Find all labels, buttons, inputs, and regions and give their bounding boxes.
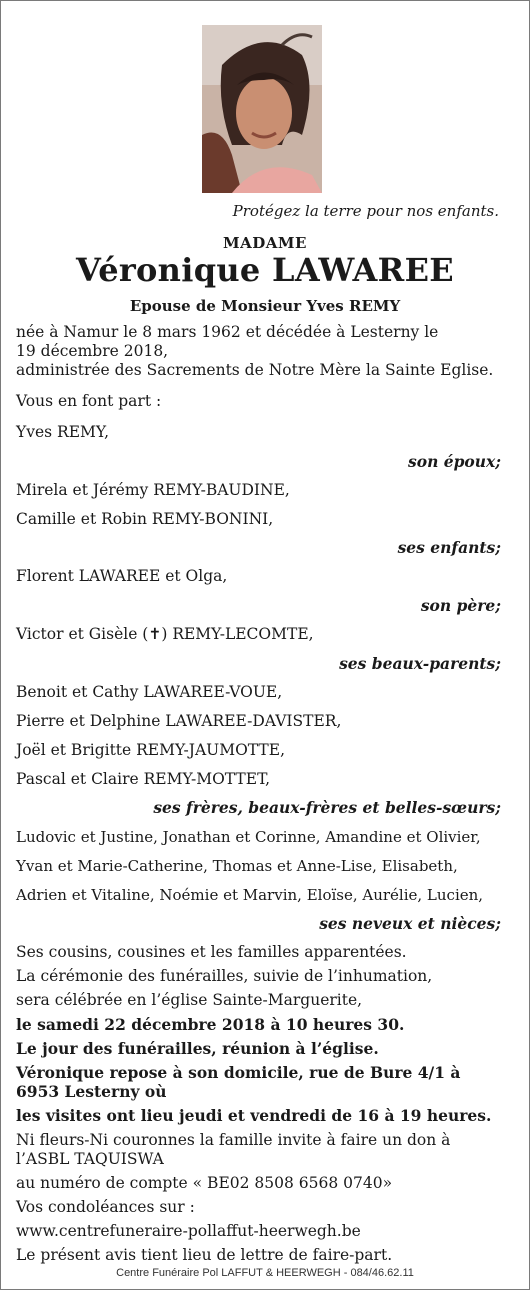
closing-line: sera célébrée en l’église Sainte-Marguerite,: [16, 991, 363, 1009]
bio-line: née à Namur le 8 mars 1962 et décédée à Lesterny le: [16, 323, 439, 341]
family-role: ses beaux-parents;: [339, 654, 501, 673]
closing-line: les visites ont lieu jeudi et vendredi de 16 à 19 heures.: [16, 1106, 492, 1125]
family-name: Yves REMY,: [16, 423, 110, 441]
family-role: son époux;: [408, 452, 501, 471]
motto: Protégez la terre pour nos enfants.: [232, 202, 499, 220]
closing-line: La cérémonie des funérailles, suivie de l’inhumation,: [16, 967, 433, 985]
family-name: Camille et Robin REMY-BONINI,: [16, 510, 274, 528]
portrait-photo: [202, 25, 322, 193]
closing-line: Ses cousins, cousines et les familles apparentées.: [16, 943, 407, 961]
family-name: Benoit et Cathy LAWAREE-VOUE,: [16, 683, 283, 701]
deceased-name: Véronique LAWAREE: [76, 251, 454, 289]
family-name: Pierre et Delphine LAWAREE-DAVISTER,: [16, 712, 342, 730]
closing-line: l’ASBL TAQUISWA: [16, 1150, 164, 1168]
spouse-line: Epouse de Monsieur Yves REMY: [129, 297, 401, 315]
announce-line: Vous en font part :: [16, 392, 162, 410]
family-name: Ludovic et Justine, Jonathan et Corinne, Amandine et Olivier,: [16, 828, 481, 846]
portrait-image: [202, 25, 322, 193]
family-name: Joël et Brigitte REMY-JAUMOTTE,: [16, 741, 286, 759]
title-madame: MADAME: [223, 234, 307, 252]
family-name: Mirela et Jérémy REMY-BAUDINE,: [16, 481, 290, 499]
family-name: Adrien et Vitaline, Noémie et Marvin, Eloïse, Aurélie, Lucien,: [16, 886, 484, 904]
closing-line: Le jour des funérailles, réunion à l’église.: [16, 1039, 379, 1058]
bio-line: 19 décembre 2018,: [16, 342, 169, 360]
closing-line: le samedi 22 décembre 2018 à 10 heures 30.: [16, 1015, 405, 1034]
bio-line: administrée des Sacrements de Notre Mère la Sainte Eglise.: [16, 361, 494, 379]
family-name: Florent LAWAREE et Olga,: [16, 567, 228, 585]
website-link[interactable]: www.centrefuneraire-pollaffut-heerwegh.be: [16, 1222, 361, 1240]
family-name: Yvan et Marie-Catherine, Thomas et Anne-Lise, Elisabeth,: [16, 857, 458, 875]
closing-line: Ni fleurs-Ni couronnes la famille invite à faire un don à: [16, 1131, 451, 1149]
family-name: Pascal et Claire REMY-MOTTET,: [16, 770, 271, 788]
family-role: ses frères, beaux-frères et belles-sœurs;: [153, 798, 501, 817]
family-role: ses enfants;: [397, 538, 501, 557]
closing-line: Le présent avis tient lieu de lettre de faire-part.: [16, 1246, 393, 1264]
family-role: ses neveux et nièces;: [319, 914, 501, 933]
closing-line: au numéro de compte « BE02 8508 6568 0740»: [16, 1174, 393, 1192]
funeral-home-footer: Centre Funéraire Pol LAFFUT & HEERWEGH - 084/46.62.11: [116, 1267, 414, 1279]
closing-line: Vos condoléances sur :: [16, 1198, 195, 1216]
closing-line: Véronique repose à son domicile, rue de Bure 4/1 à: [16, 1063, 461, 1082]
family-name: Victor et Gisèle (✝) REMY-LECOMTE,: [16, 625, 314, 643]
family-role: son père;: [420, 596, 501, 615]
closing-line: 6953 Lesterny où: [16, 1082, 167, 1101]
